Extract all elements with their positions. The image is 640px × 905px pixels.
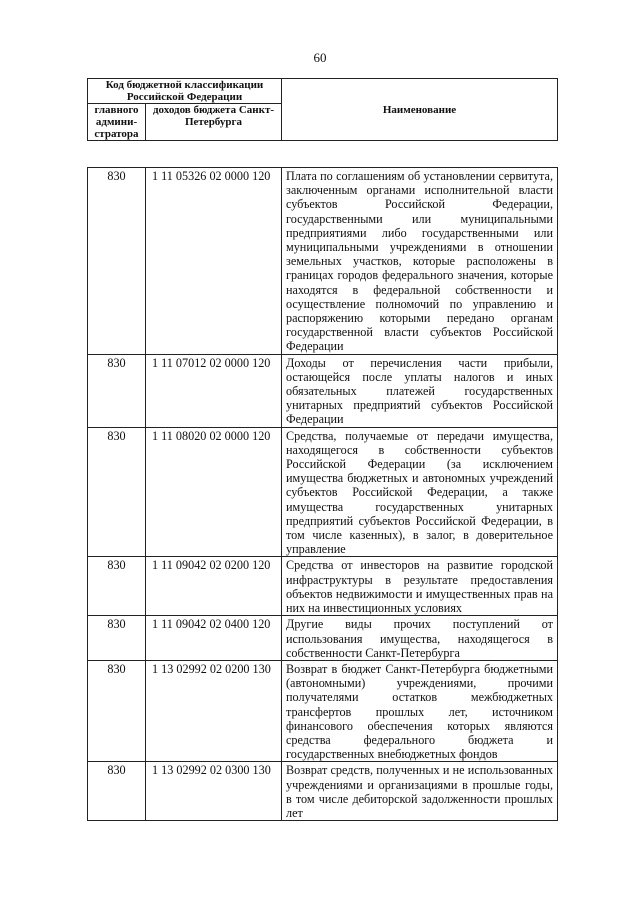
- header-table: [87, 78, 558, 141]
- admin-code-cell: 830: [88, 557, 146, 616]
- income-code-cell: 1 11 07012 02 0000 120: [146, 354, 282, 427]
- table-row: [88, 660, 558, 761]
- table-row: [88, 354, 558, 427]
- table-row: [88, 762, 558, 821]
- income-code-cell: 1 13 02992 02 0200 130: [146, 660, 282, 761]
- classification-table: [87, 167, 558, 821]
- income-code-cell: 1 13 02992 02 0300 130: [146, 762, 282, 821]
- admin-code-cell: 830: [88, 427, 146, 557]
- header-col-name: Наименование: [282, 79, 558, 141]
- income-code-cell: 1 11 09042 02 0200 120: [146, 557, 282, 616]
- name-cell: Возврат в бюджет Санкт-Петербурга бюджетными (автономными) учреждениями, прочими получателями остатков межбюджетных трансфертов прошлых лет, источником финансового обеспечения которых являются средства федерального бюджета и государственных внебюджетных фондов: [282, 660, 558, 761]
- name-cell: Другие виды прочих поступлений от использования имущества, находящегося в собственности Санкт-Петербурга: [282, 616, 558, 661]
- table-row: [88, 427, 558, 557]
- name-cell: Плата по соглашениям об установлении сервитута, заключенным органами исполнительной власти субъектов Российской Федерации, государственными или муниципальными предприятиями либо государственными или муниципальными учреждениями в отношении земельных участков, которые расположены в границах городов федерального значения, которые находятся в федеральной собственности и осуществление полномочий по управлению и распоряжению которыми передано органам государственной власти субъектов Российской Федерации: [282, 168, 558, 355]
- name-cell: Возврат средств, полученных и не использованных учреждениями и организациями в прошлые годы, в том числе дебиторской задолженности прошлых лет: [282, 762, 558, 821]
- admin-code-cell: 830: [88, 762, 146, 821]
- admin-code-cell: 830: [88, 616, 146, 661]
- name-cell: Средства, получаемые от передачи имущества, находящегося в собственности субъектов Российской Федерации (за исключением имущества бюджетных и автономных учреждений субъектов Российской Федерации, а также имущества государственных унитарных предприятий субъектов Российской Федерации, в том числе казенных), в залог, в доверительное управление: [282, 427, 558, 557]
- income-code-cell: 1 11 05326 02 0000 120: [146, 168, 282, 355]
- table-row: [88, 168, 558, 355]
- admin-code-cell: 830: [88, 354, 146, 427]
- header-group-title: Код бюджетной классификации Российской Федерации: [88, 79, 282, 104]
- header-row-group: [88, 79, 558, 104]
- table-row: [88, 557, 558, 616]
- page-number: 60: [313, 50, 327, 65]
- income-code-cell: 1 11 08020 02 0000 120: [146, 427, 282, 557]
- table-row: [88, 616, 558, 661]
- name-cell: Доходы от перечисления части прибыли, остающейся после уплаты налогов и иных обязательных платежей государственных унитарных предприятий субъектов Российской Федерации: [282, 354, 558, 427]
- income-code-cell: 1 11 09042 02 0400 120: [146, 616, 282, 661]
- admin-code-cell: 830: [88, 660, 146, 761]
- admin-code-cell: 830: [88, 168, 146, 355]
- name-cell: Средства от инвесторов на развитие городской инфраструктуры в результате предоставления объектов недвижимости и имущественных прав на них на инвестиционных условиях: [282, 557, 558, 616]
- header-col-income: доходов бюджета Санкт-Петербурга: [146, 104, 282, 141]
- header-col-admin: главного админи-стратора: [88, 104, 146, 141]
